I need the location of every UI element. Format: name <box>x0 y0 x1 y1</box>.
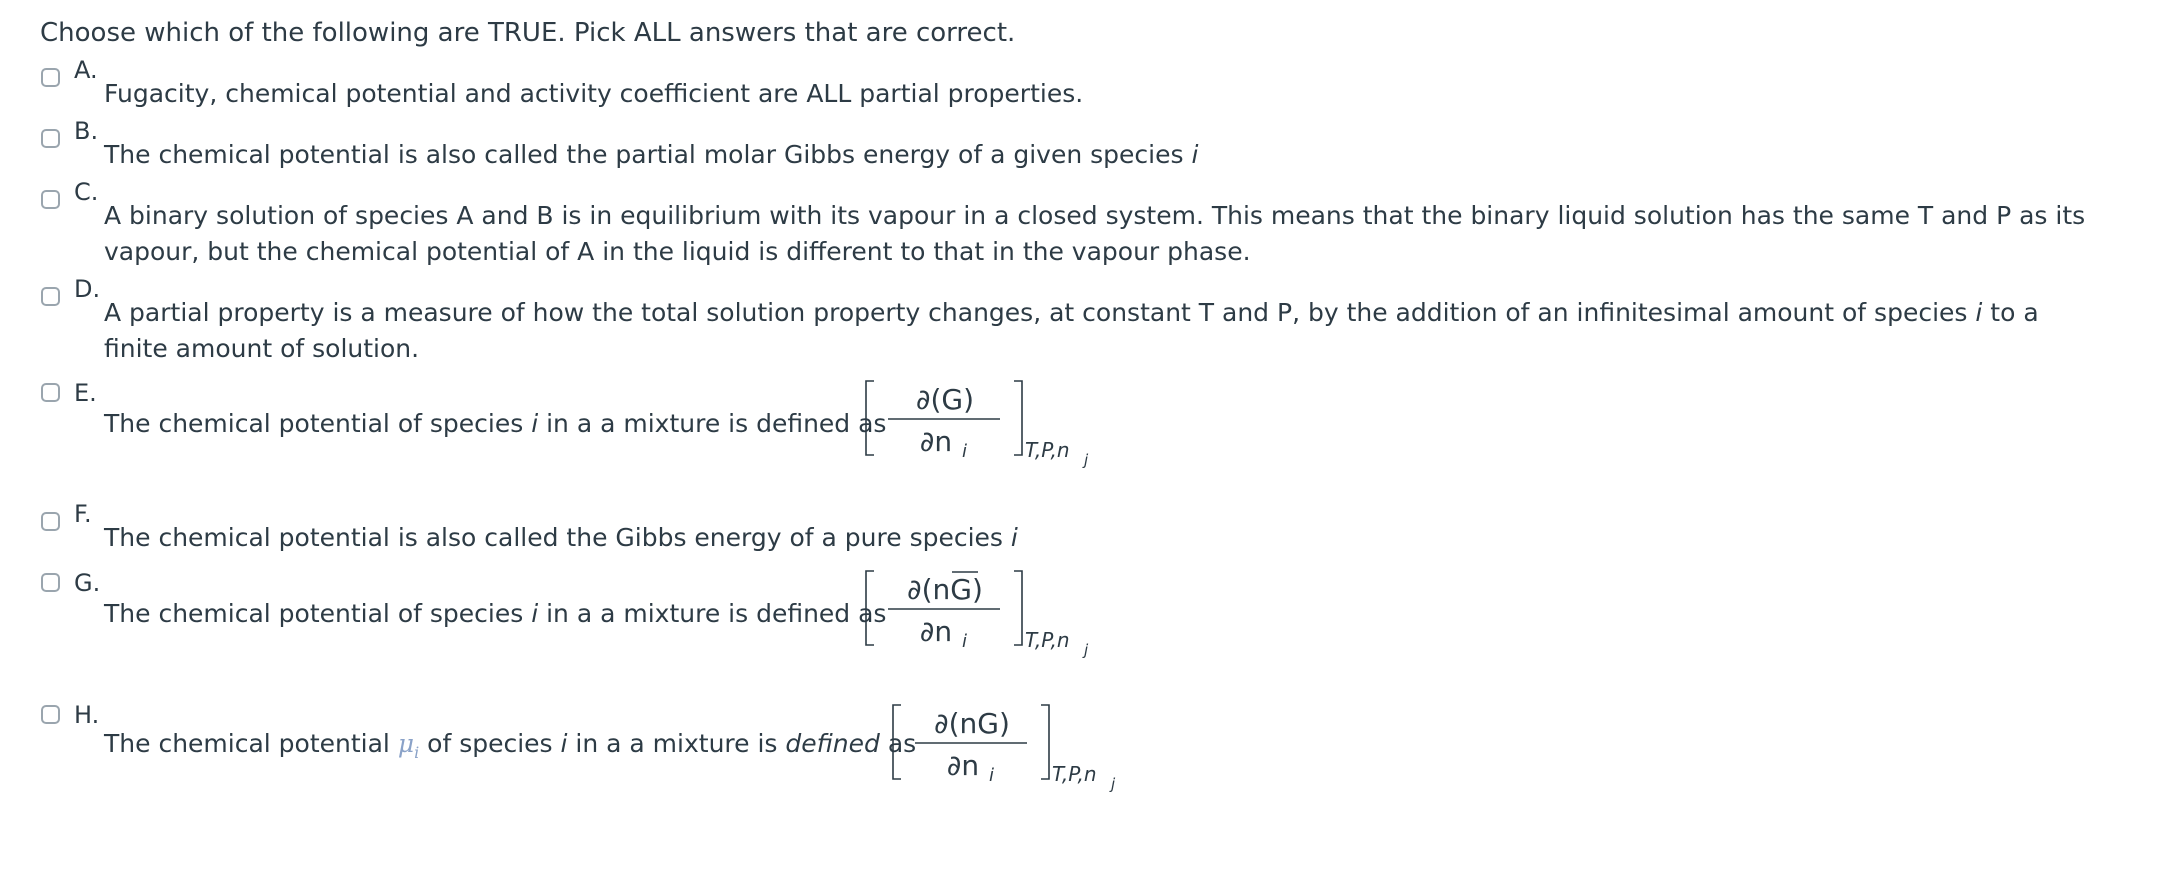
option-c-text-line2: vapour, but the chemical potential of A in the liquid is different to that in the vapour phase. <box>104 237 1251 266</box>
option-e-text: The chemical potential of species i in a a mixture is defined as <box>104 409 887 438</box>
option-g-numerator: ∂(nG) <box>907 573 983 606</box>
option-a-letter: A. <box>74 56 98 84</box>
option-h-letter: H. <box>74 701 100 729</box>
option-d-letter: D. <box>74 275 101 303</box>
option-g-sub-j: j <box>1084 641 1089 659</box>
option-h-sub-j: j <box>1111 775 1116 793</box>
option-g-checkbox[interactable] <box>41 573 60 592</box>
option-f-text: The chemical potential is also called the Gibbs energy of a pure species i <box>104 523 1018 552</box>
option-h-denominator: ∂n <box>946 749 980 782</box>
option-c-checkbox[interactable] <box>41 190 60 209</box>
option-e-subscript: T,P,n <box>1025 438 1070 462</box>
option-h-formula <box>887 699 1127 799</box>
option-e-den-sub: i <box>962 441 968 462</box>
option-e-numerator: ∂(G) <box>915 383 975 416</box>
option-e-denominator: ∂n <box>919 425 953 458</box>
option-g-text: The chemical potential of species i in a a mixture is defined as <box>104 599 887 628</box>
option-g-subscript: T,P,n <box>1025 628 1070 652</box>
option-h-numerator: ∂(nG) <box>934 707 1010 740</box>
option-b-letter: B. <box>74 117 99 145</box>
option-d-text-line2: finite amount of solution. <box>104 334 420 363</box>
option-e-sub-j: j <box>1084 451 1089 469</box>
option-h-checkbox[interactable] <box>41 705 60 724</box>
option-c-letter: C. <box>74 178 99 206</box>
option-e-checkbox[interactable] <box>41 383 60 402</box>
option-g-denominator: ∂n <box>919 615 953 648</box>
option-g-formula <box>860 565 1100 665</box>
option-f-checkbox[interactable] <box>41 512 60 531</box>
option-h-den-sub: i <box>989 765 995 786</box>
option-a-checkbox[interactable] <box>41 68 60 87</box>
option-f-letter: F. <box>74 500 92 528</box>
option-e-letter: E. <box>74 379 97 407</box>
option-e-formula <box>860 375 1100 475</box>
option-d-text-line1: A partial property is a measure of how the total solution property changes, at constant T and P, by the addition of an infinitesimal amount of species i to a <box>104 298 2039 327</box>
option-c-text-line1: A binary solution of species A and B is in equilibrium with its vapour in a closed system. This means that the binary liquid solution has the same T and P as its <box>104 201 2086 230</box>
mu-symbol: μ <box>397 729 415 758</box>
option-h-text: The chemical potential $\mu_i$ of species i in a a mixture is defined as <box>104 729 917 762</box>
option-b-checkbox[interactable] <box>41 129 60 148</box>
option-a-text: Fugacity, chemical potential and activity coefficient are ALL partial properties. <box>104 79 1084 108</box>
option-g-den-sub: i <box>962 631 968 652</box>
option-b-text: The chemical potential is also called the partial molar Gibbs energy of a given species i <box>104 140 1199 169</box>
option-h-subscript: T,P,n <box>1052 762 1097 786</box>
option-g-letter: G. <box>74 569 101 597</box>
option-d-checkbox[interactable] <box>41 287 60 306</box>
question-prompt: Choose which of the following are TRUE. Pick ALL answers that are correct. <box>40 18 1016 48</box>
